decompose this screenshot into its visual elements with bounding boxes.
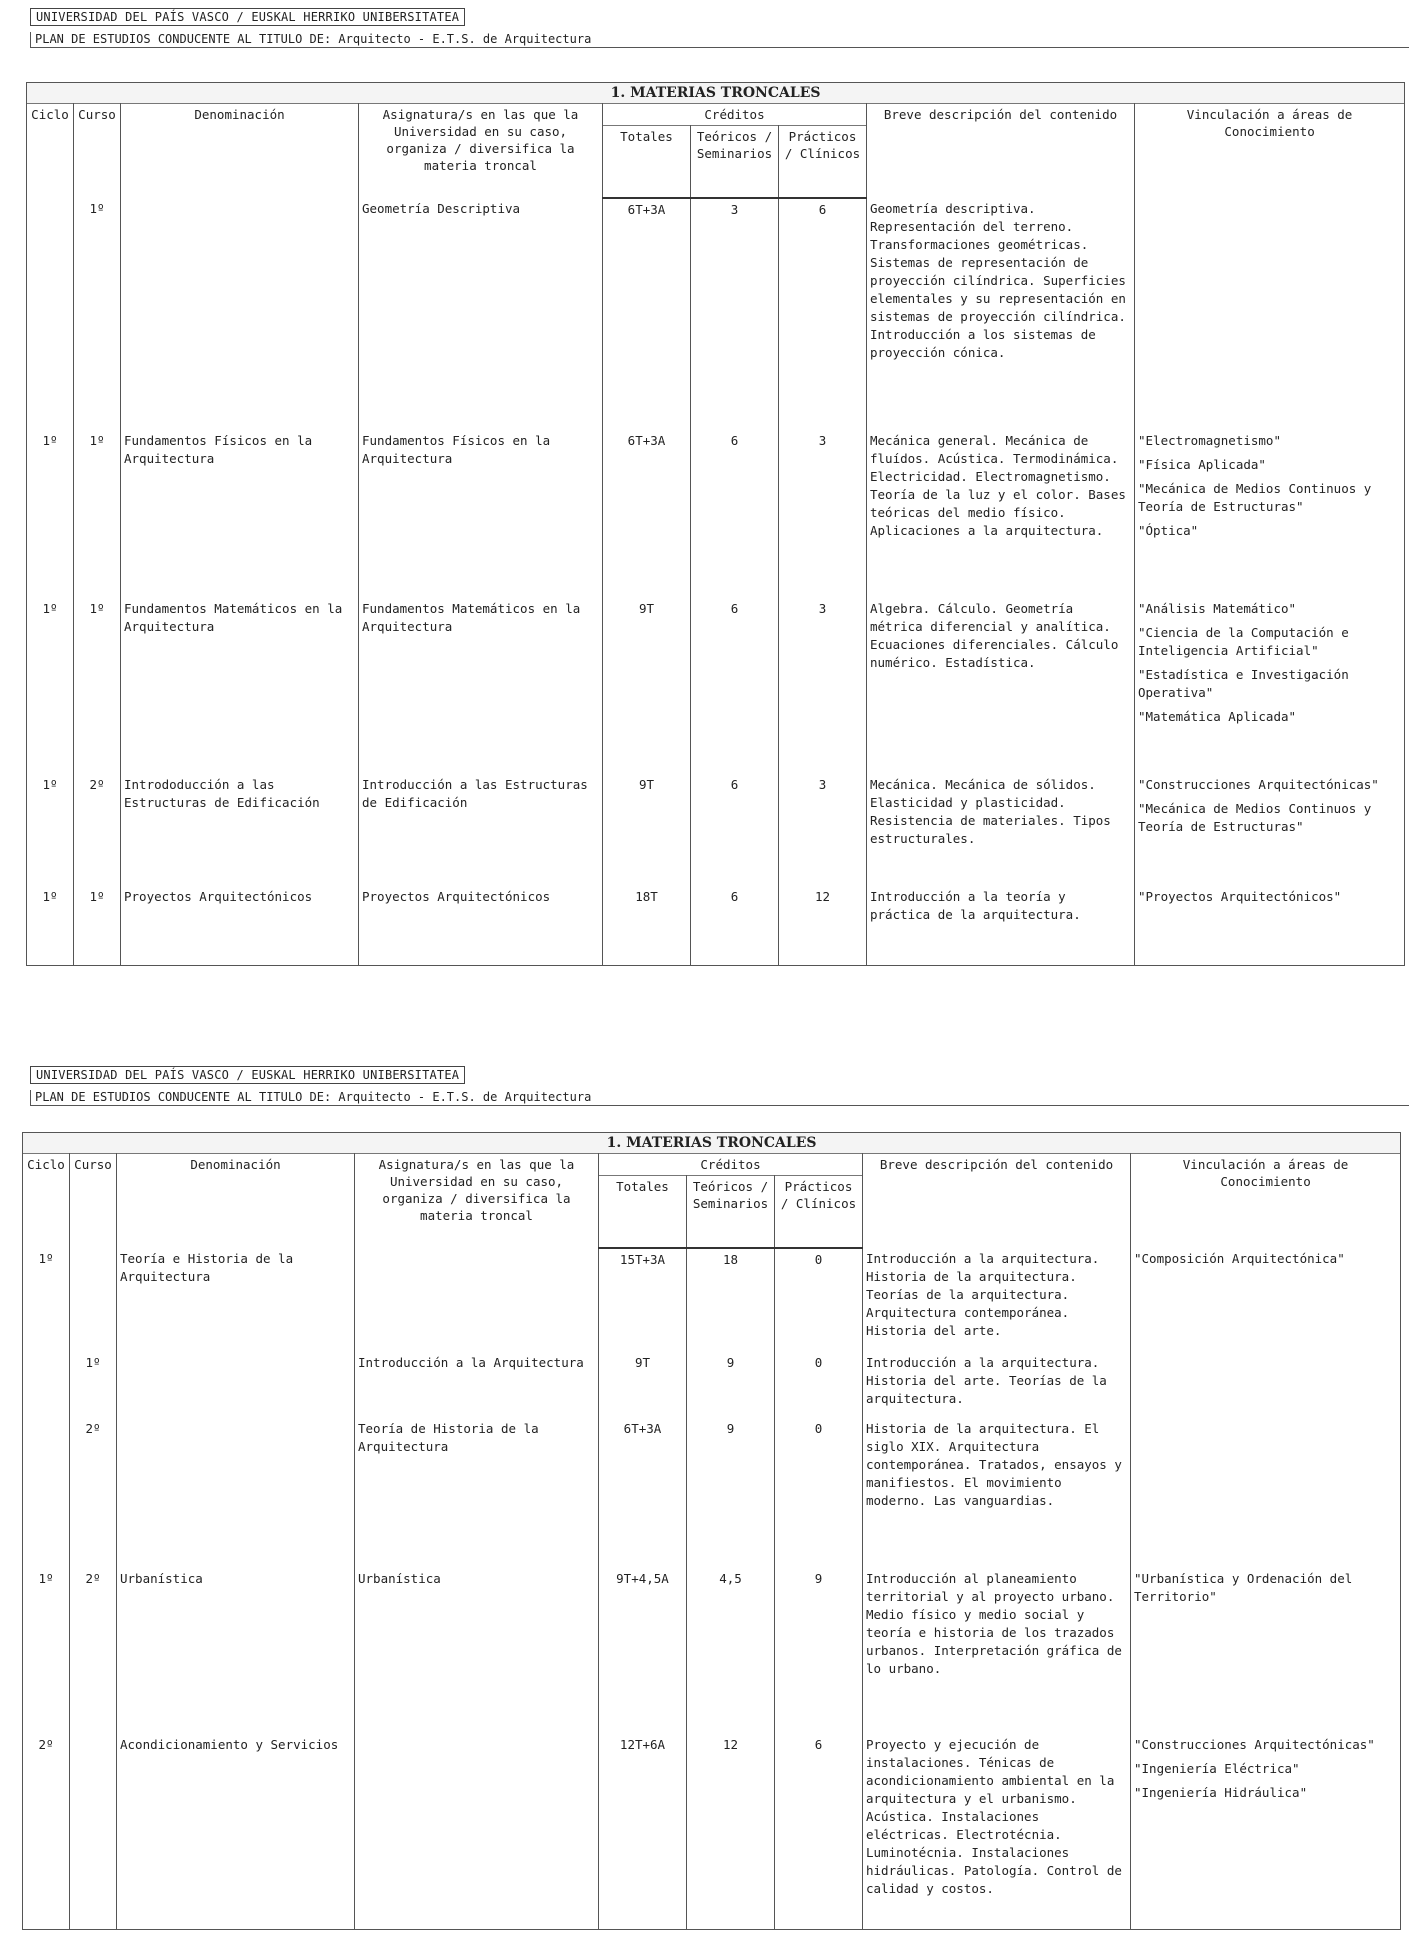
curso-cell: 1º [74,598,121,774]
vinculacion-cell [1135,598,1405,774]
area-item: "Mecánica de Medios Continuos y Teoría de Estructuras" [1138,800,1372,834]
totales-cell: 6T+3A [603,198,691,430]
denominacion-cell: Urbanística [117,1568,355,1734]
table-row [27,430,1405,598]
university-header: UNIVERSIDAD DEL PAÍS VASCO / EUSKAL HERRIKO UNIBERSITATEA [30,1066,465,1084]
vinculacion-cell [1135,430,1405,598]
curso-cell: 2º [70,1418,117,1568]
denominacion-cell: Fundamentos Matemáticos en la Arquitectura [121,598,359,774]
area-item: "Ingeniería Hidráulica" [1134,1784,1308,1800]
denominacion-cell: Proyectos Arquitectónicos [121,886,359,966]
vinculacion-cell [1131,1352,1401,1418]
totales-cell: 18T [603,886,691,966]
asignatura-cell: Urbanística [355,1568,599,1734]
curso-cell: 1º [74,430,121,598]
practicos-cell: 3 [779,598,867,774]
practicos-cell: 0 [775,1352,863,1418]
teoricos-cell: 12 [687,1734,775,1930]
descripcion-cell: Proyecto y ejecución de instalaciones. Ténicas de acondicionamiento ambiental en la arquitectura y el urbanismo. Acústica. Instalaciones eléctricas. Electrotécnia. Luminotécnia. Instalaciones hidráulicas. Patología. Control de calidad y costos. [863,1734,1131,1930]
col-creditos: Créditos [599,1154,863,1176]
practicos-cell: 0 [775,1418,863,1568]
totales-cell: 6T+3A [603,430,691,598]
totales-cell: 9T [603,598,691,774]
curso-cell: 1º [74,198,121,430]
descripcion-cell: Historia de la arquitectura. El siglo XIX. Arquitectura contemporánea. Tratados, ensayos y manifiestos. El movimiento moderno. Las vanguardias. [863,1418,1131,1568]
col-ciclo: Ciclo [23,1154,70,1248]
col-totales: Totales [603,126,691,198]
table-row [27,198,1405,430]
vinculacion-cell [1131,1418,1401,1568]
ciclo-cell [27,198,74,430]
area-item: "Urbanística y Ordenación del Territorio" [1134,1570,1353,1604]
asignatura-cell: Fundamentos Matemáticos en la Arquitectura [359,598,603,774]
asignatura-cell: Fundamentos Físicos en la Arquitectura [359,430,603,598]
ciclo-cell: 1º [23,1248,70,1352]
table-row [27,774,1405,886]
descripcion-cell: Introducción a la teoría y práctica de la arquitectura. [867,886,1135,966]
col-descripcion: Breve descripción del contenido [863,1154,1131,1248]
teoricos-cell: 3 [691,198,779,430]
asignatura-cell: Introducción a la Arquitectura [355,1352,599,1418]
plan-header: PLAN DE ESTUDIOS CONDUCENTE AL TITULO DE: Arquitecto - E.T.S. de Arquitectura [30,32,1409,48]
curso-cell [70,1734,117,1930]
vinculacion-cell [1131,1734,1401,1930]
col-vinculacion: Vinculación a áreas de Conocimiento [1131,1154,1401,1248]
teoricos-cell: 18 [687,1248,775,1352]
table-row [23,1734,1401,1930]
descripcion-cell: Mecánica. Mecánica de sólidos. Elasticidad y plasticidad. Resistencia de materiales. Tipos estructurales. [867,774,1135,886]
teoricos-cell: 9 [687,1352,775,1418]
table-row [23,1352,1401,1418]
ciclo-cell: 1º [27,430,74,598]
area-item: "Ingeniería Eléctrica" [1134,1760,1300,1776]
curso-cell: 1º [70,1352,117,1418]
descripcion-cell: Geometría descriptiva. Representación del terreno. Transformaciones geométricas. Sistemas de representación de proyección cilíndrica. Superficies elementales y su representación en sistemas de proyección cilíndrica. Introducción a los sistemas de proyección cónica. [867,198,1135,430]
asignatura-cell [355,1248,599,1352]
area-item: "Construcciones Arquitectónicas" [1134,1736,1375,1752]
vinculacion-cell [1131,1248,1401,1352]
vinculacion-cell [1135,774,1405,886]
col-asignatura: Asignatura/s en las que la Universidad en su caso, organiza / diversifica la materia troncal [355,1154,599,1248]
table-title: 1. MATERIAS TRONCALES [23,1133,1401,1154]
practicos-cell: 6 [779,198,867,430]
practicos-cell: 3 [779,774,867,886]
teoricos-cell: 6 [691,430,779,598]
curso-cell: 1º [74,886,121,966]
asignatura-cell [355,1734,599,1930]
area-item: "Física Aplicada" [1138,456,1266,472]
ciclo-cell: 1º [27,886,74,966]
col-creditos: Créditos [603,104,867,126]
asignatura-cell: Introducción a las Estructuras de Edificación [359,774,603,886]
descripcion-cell: Mecánica general. Mecánica de fluídos. Acústica. Termodinámica. Electricidad. Electromagnetismo. Teoría de la luz y el color. Bases teóricas del medio físico. Aplicaciones a la arquitectura. [867,430,1135,598]
denominacion-cell: Teoría e Historia de la Arquitectura [117,1248,355,1352]
table-body-1 [27,198,1405,966]
area-item: "Óptica" [1138,522,1199,538]
table-row [23,1418,1401,1568]
table-row [27,598,1405,774]
table-row [23,1248,1401,1352]
teoricos-cell: 6 [691,598,779,774]
col-curso: Curso [74,104,121,198]
descripcion-cell: Algebra. Cálculo. Geometría métrica diferencial y analítica. Ecuaciones diferenciales. Cálculo numérico. Estadística. [867,598,1135,774]
totales-cell: 9T [599,1352,687,1418]
materias-table-2 [22,1132,1401,1930]
table-body-2 [23,1248,1401,1930]
col-denominacion: Denominación [121,104,359,198]
asignatura-cell: Geometría Descriptiva [359,198,603,430]
descripcion-cell: Introducción a la arquitectura. Historia de la arquitectura. Teorías de la arquitectura. Arquitectura contemporánea. Historia del arte. [863,1248,1131,1352]
area-item: "Estadística e Investigación Operativa" [1138,666,1349,700]
area-item: "Construcciones Arquitectónicas" [1138,776,1379,792]
col-curso: Curso [70,1154,117,1248]
col-teoricos: Teóricos / Seminarios [691,126,779,198]
area-item: "Matemática Aplicada" [1138,708,1297,724]
ciclo-cell: 1º [27,774,74,886]
materias-table-1 [26,82,1405,966]
col-totales: Totales [599,1176,687,1248]
area-item: "Electromagnetismo" [1138,432,1281,448]
denominacion-cell [121,198,359,430]
denominacion-cell: Intrododucción a las Estructuras de Edificación [121,774,359,886]
totales-cell: 9T [603,774,691,886]
ciclo-cell: 2º [23,1734,70,1930]
col-teoricos: Teóricos / Seminarios [687,1176,775,1248]
teoricos-cell: 4,5 [687,1568,775,1734]
ciclo-cell: 1º [27,598,74,774]
col-ciclo: Ciclo [27,104,74,198]
teoricos-cell: 6 [691,886,779,966]
col-practicos: Prácticos / Clínicos [775,1176,863,1248]
col-denominacion: Denominación [117,1154,355,1248]
totales-cell: 15T+3A [599,1248,687,1352]
table-title: 1. MATERIAS TRONCALES [27,83,1405,104]
denominacion-cell: Fundamentos Físicos en la Arquitectura [121,430,359,598]
university-header: UNIVERSIDAD DEL PAÍS VASCO / EUSKAL HERRIKO UNIBERSITATEA [30,8,465,26]
asignatura-cell: Teoría de Historia de la Arquitectura [355,1418,599,1568]
vinculacion-cell [1135,198,1405,430]
denominacion-cell [117,1418,355,1568]
practicos-cell: 0 [775,1248,863,1352]
table-row [23,1568,1401,1734]
curso-cell: 2º [70,1568,117,1734]
descripcion-cell: Introducción al planeamiento territorial y al proyecto urbano. Medio físico y medio social y teoría e historia de los trazados urbanos. Interpretación gráfica de lo urbano. [863,1568,1131,1734]
ciclo-cell [23,1418,70,1568]
col-descripcion: Breve descripción del contenido [867,104,1135,198]
ciclo-cell: 1º [23,1568,70,1734]
practicos-cell: 12 [779,886,867,966]
denominacion-cell [117,1352,355,1418]
practicos-cell: 3 [779,430,867,598]
vinculacion-cell [1131,1568,1401,1734]
table-row [27,886,1405,966]
area-item: "Proyectos Arquitectónicos" [1138,888,1342,904]
ciclo-cell [23,1352,70,1418]
asignatura-cell: Proyectos Arquitectónicos [359,886,603,966]
teoricos-cell: 6 [691,774,779,886]
col-practicos: Prácticos / Clínicos [779,126,867,198]
area-item: "Composición Arquitectónica" [1134,1250,1345,1266]
vinculacion-cell [1135,886,1405,966]
area-item: "Ciencia de la Computación e Inteligencia Artificial" [1138,624,1349,658]
col-vinculacion: Vinculación a áreas de Conocimiento [1135,104,1405,198]
area-item: "Análisis Matemático" [1138,600,1297,616]
totales-cell: 6T+3A [599,1418,687,1568]
descripcion-cell: Introducción a la arquitectura. Historia del arte. Teorías de la arquitectura. [863,1352,1131,1418]
practicos-cell: 9 [775,1568,863,1734]
curso-cell: 2º [74,774,121,886]
teoricos-cell: 9 [687,1418,775,1568]
area-item: "Mecánica de Medios Continuos y Teoría de Estructuras" [1138,480,1372,514]
practicos-cell: 6 [775,1734,863,1930]
col-asignatura: Asignatura/s en las que la Universidad en su caso, organiza / diversifica la materia troncal [359,104,603,198]
totales-cell: 12T+6A [599,1734,687,1930]
curso-cell [70,1248,117,1352]
denominacion-cell: Acondicionamiento y Servicios [117,1734,355,1930]
plan-header: PLAN DE ESTUDIOS CONDUCENTE AL TITULO DE: Arquitecto - E.T.S. de Arquitectura [30,1090,1409,1106]
totales-cell: 9T+4,5A [599,1568,687,1734]
